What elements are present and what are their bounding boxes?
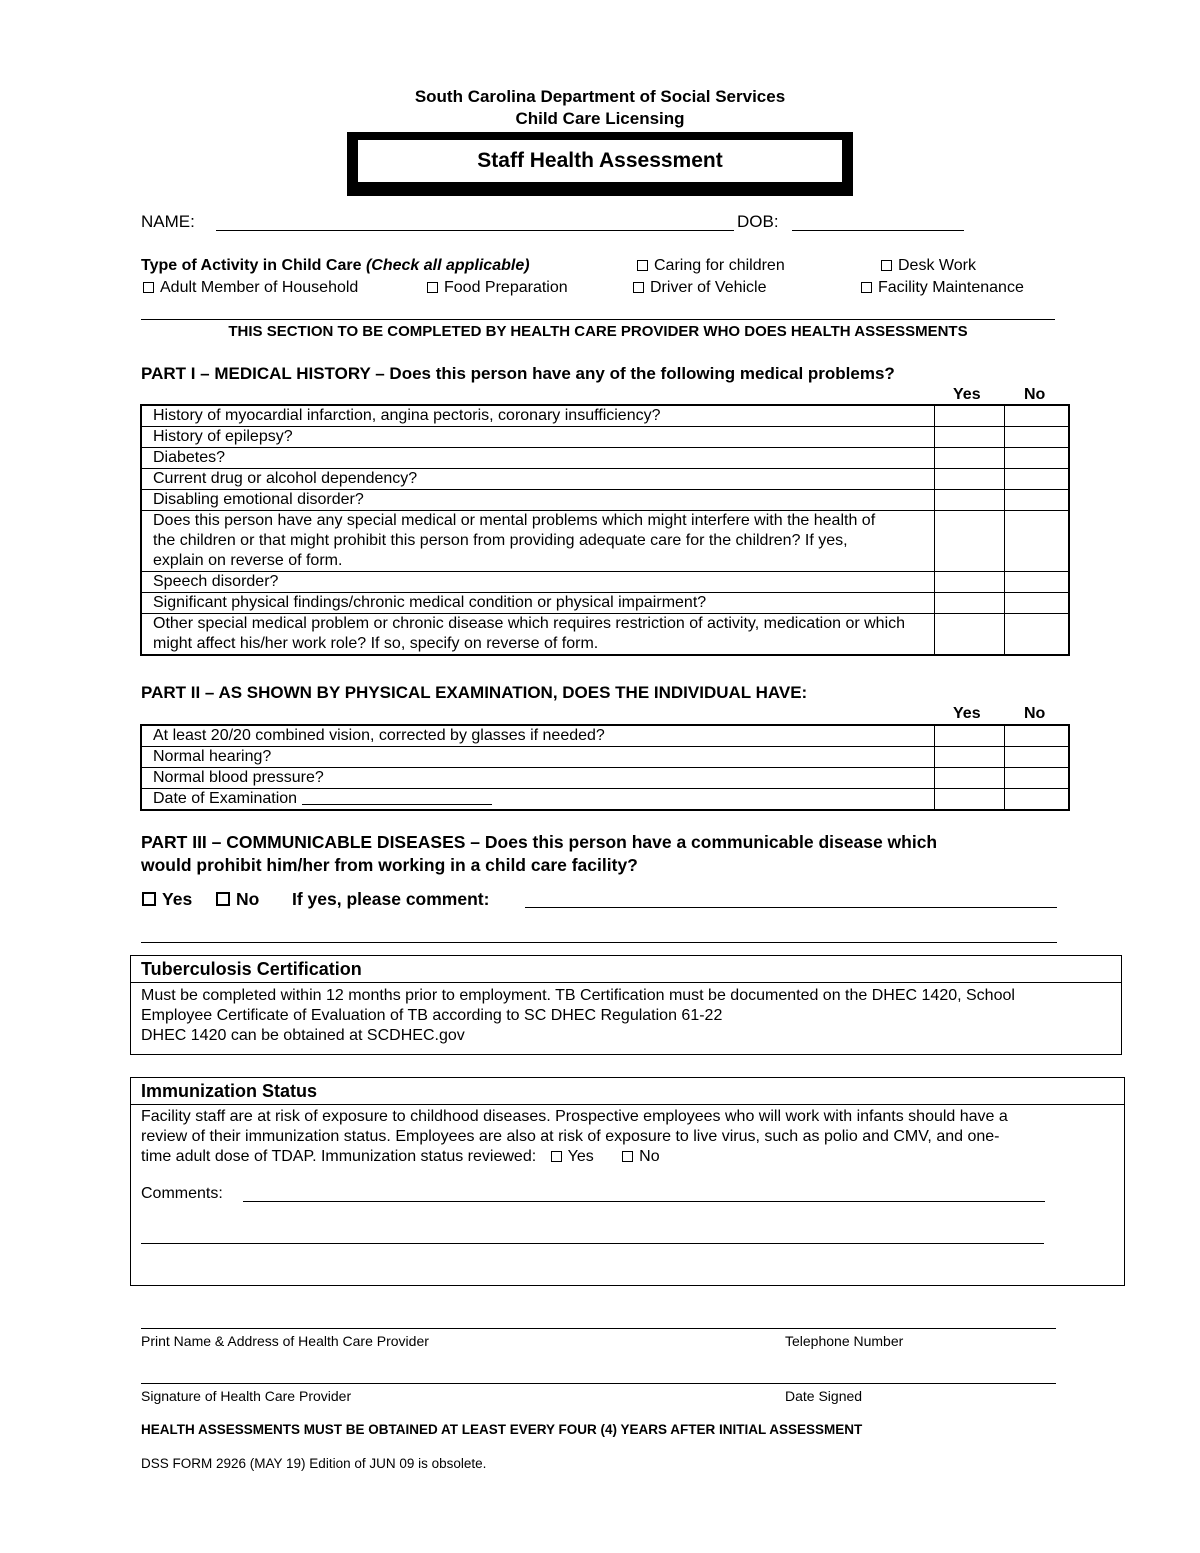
activity-label-text: Type of Activity in Child Care: [141, 257, 362, 274]
checkbox-icon[interactable]: [881, 260, 892, 271]
yes-cell[interactable]: [934, 405, 1004, 427]
option-food-prep[interactable]: [427, 279, 568, 297]
yes-cell[interactable]: [934, 572, 1004, 593]
yes-cell[interactable]: [934, 448, 1004, 469]
immunization-text-line1: Facility staff are at risk of exposure to childhood diseases. Prospective employees who will work with infants should have a: [141, 1108, 1008, 1125]
no-cell[interactable]: [1004, 789, 1069, 811]
yes-cell[interactable]: [934, 768, 1004, 789]
no-cell[interactable]: [1004, 593, 1069, 614]
exam-date-input[interactable]: [302, 789, 492, 805]
provider-name-label: Print Name & Address of Health Care Provider: [141, 1333, 429, 1349]
form-id: DSS FORM 2926 (MAY 19) Edition of JUN 09 is obsolete.: [141, 1456, 487, 1471]
part3-yes-option[interactable]: [142, 889, 192, 910]
yes-cell[interactable]: [934, 725, 1004, 747]
yes-cell[interactable]: [934, 789, 1004, 811]
agency-name: South Carolina Department of Social Services: [414, 87, 786, 106]
part2-table: [140, 724, 1070, 811]
immunization-reviewed-label: time adult dose of TDAP. Immunization status reviewed:: [141, 1148, 537, 1165]
part3-no-option[interactable]: [216, 889, 259, 910]
part2-no-header: No: [1024, 705, 1046, 722]
signature-label: Signature of Health Care Provider: [141, 1388, 352, 1404]
no-cell[interactable]: [1004, 490, 1069, 511]
table-row: [141, 725, 1069, 747]
table-row: [141, 427, 1069, 448]
tb-text-line3: DHEC 1420 can be obtained at SCDHEC.gov: [141, 1027, 465, 1044]
no-cell[interactable]: [1004, 614, 1069, 656]
table-row: [141, 768, 1069, 789]
no-cell[interactable]: [1004, 448, 1069, 469]
yes-cell[interactable]: [934, 511, 1004, 572]
yes-cell[interactable]: [934, 490, 1004, 511]
immunization-body: [131, 1105, 1124, 1167]
option-desk-work[interactable]: [881, 257, 976, 275]
part1-title: PART I – MEDICAL HISTORY – Does this person have any of the following medical problems?: [141, 364, 895, 383]
part3-title-line2: would prohibit him/her from working in a child care facility?: [141, 855, 638, 875]
no-cell[interactable]: [1004, 427, 1069, 448]
option-caring-label: Caring for children: [654, 257, 785, 274]
form-title: Staff Health Assessment: [477, 149, 723, 172]
immunization-text-line2: review of their immunization status. Employees are also at risk of exposure to live virus, such as polio and CMV, and one-: [141, 1128, 1000, 1145]
checkbox-icon[interactable]: [637, 260, 648, 271]
question-text: Does this person have any special medical or mental problems which might interfere with the health of the children or that might prohibit this person from providing adequate care for the children? If yes, explain on reverse of form.: [141, 511, 934, 572]
part3-comment-label: If yes, please comment:: [292, 889, 490, 909]
date-signed-label: Date Signed: [785, 1388, 863, 1404]
yes-cell[interactable]: [934, 614, 1004, 656]
part1-table: [140, 404, 1070, 656]
immunization-title: Immunization Status: [131, 1078, 1124, 1105]
question-text: Diabetes?: [141, 448, 934, 469]
division-name: Child Care Licensing: [515, 109, 685, 128]
question-text: Other special medical problem or chronic disease which requires restriction of activity, medication or which might affect his/her work role? If so, specify on reverse of form.: [141, 614, 934, 656]
part3-yes-label: Yes: [162, 889, 193, 909]
checkbox-icon[interactable]: [633, 282, 644, 293]
section-divider: [141, 319, 1055, 320]
immunization-yes-option[interactable]: [551, 1148, 594, 1165]
question-text: Normal hearing?: [141, 747, 934, 768]
title-inner: [358, 140, 842, 182]
option-driver-label: Driver of Vehicle: [650, 279, 767, 296]
activity-label: [141, 257, 530, 275]
checkbox-icon[interactable]: [622, 1151, 633, 1162]
option-maintenance-label: Facility Maintenance: [878, 279, 1024, 296]
option-food-prep-label: Food Preparation: [444, 279, 568, 296]
tb-text-line2: Employee Certificate of Evaluation of TB according to SC DHEC Regulation 61-22: [141, 1007, 723, 1024]
tb-body: [131, 983, 1121, 1046]
table-row: [141, 448, 1069, 469]
question-text: History of epilepsy?: [141, 427, 934, 448]
yes-cell[interactable]: [934, 747, 1004, 768]
part1-yes-header: Yes: [953, 386, 981, 403]
name-label: NAME:: [141, 212, 195, 231]
dob-input[interactable]: [792, 212, 964, 231]
part3-no-label: No: [236, 889, 260, 909]
option-household[interactable]: [143, 279, 358, 297]
option-driver[interactable]: [633, 279, 767, 297]
part3-comment-input-2[interactable]: [141, 928, 1057, 943]
table-row: [141, 405, 1069, 427]
no-cell[interactable]: [1004, 405, 1069, 427]
option-caring[interactable]: [637, 257, 785, 275]
signature-input[interactable]: [141, 1373, 1056, 1384]
part3-title-line1: PART III – COMMUNICABLE DISEASES – Does this person have a communicable disease which: [141, 832, 938, 852]
no-cell[interactable]: [1004, 725, 1069, 747]
question-text: History of myocardial infarction, angina pectoris, coronary insufficiency?: [141, 405, 934, 427]
title-frame: [347, 132, 853, 196]
no-cell[interactable]: [1004, 572, 1069, 593]
question-text: Significant physical findings/chronic medical condition or physical impairment?: [141, 593, 934, 614]
reassessment-notice: HEALTH ASSESSMENTS MUST BE OBTAINED AT LEAST EVERY FOUR (4) YEARS AFTER INITIAL ASSESSMENT: [141, 1422, 863, 1437]
part3-comment-input[interactable]: [525, 891, 1057, 908]
question-text: At least 20/20 combined vision, corrected by glasses if needed?: [141, 725, 934, 747]
table-row: [141, 511, 1069, 572]
activity-instruction: (Check all applicable): [365, 257, 530, 274]
checkbox-icon[interactable]: [143, 282, 154, 293]
question-text: Disabling emotional disorder?: [141, 490, 934, 511]
exam-date-label: Date of Examination: [153, 790, 298, 807]
comments-input-2[interactable]: [141, 1242, 1044, 1244]
tb-text-line1: Must be completed within 12 months prior to employment. TB Certification must be documented on the DHEC 1420, School: [141, 987, 1015, 1004]
yes-cell[interactable]: [934, 427, 1004, 448]
table-row: [141, 789, 1069, 811]
immunization-no-option[interactable]: [622, 1148, 659, 1165]
no-cell[interactable]: [1004, 469, 1069, 490]
table-row: [141, 614, 1069, 656]
question-text: Current drug or alcohol dependency?: [141, 469, 934, 490]
checkbox-icon[interactable]: [861, 282, 872, 293]
no-cell[interactable]: [1004, 768, 1069, 789]
option-desk-work-label: Desk Work: [898, 257, 976, 274]
table-row: [141, 469, 1069, 490]
immunization-panel: [130, 1077, 1125, 1286]
exam-date-cell: [141, 789, 934, 811]
checkbox-icon[interactable]: [551, 1151, 562, 1162]
immunization-text-line3: [141, 1147, 1114, 1167]
checkbox-icon[interactable]: [216, 892, 230, 906]
yes-cell[interactable]: [934, 469, 1004, 490]
part2-yes-header: Yes: [953, 705, 981, 722]
dob-label: DOB:: [737, 212, 779, 231]
phone-label: Telephone Number: [785, 1333, 904, 1349]
table-row: [141, 747, 1069, 768]
provider-name-input[interactable]: [141, 1318, 1056, 1329]
provider-notice: THIS SECTION TO BE COMPLETED BY HEALTH CARE PROVIDER WHO DOES HEALTH ASSESSMENTS: [228, 323, 968, 340]
immunization-yes-label: Yes: [567, 1148, 594, 1165]
table-row: [141, 490, 1069, 511]
option-household-label: Adult Member of Household: [160, 279, 359, 296]
checkbox-icon[interactable]: [142, 892, 156, 906]
tb-panel: [130, 955, 1122, 1055]
table-row: [141, 593, 1069, 614]
name-input[interactable]: [216, 212, 734, 231]
part1-no-header: No: [1024, 386, 1046, 403]
checkbox-icon[interactable]: [427, 282, 438, 293]
no-cell[interactable]: [1004, 747, 1069, 768]
part2-title: PART II – AS SHOWN BY PHYSICAL EXAMINATION, DOES THE INDIVIDUAL HAVE:: [141, 683, 808, 702]
table-row: [141, 572, 1069, 593]
immunization-no-label: No: [639, 1148, 660, 1165]
no-cell[interactable]: [1004, 511, 1069, 572]
yes-cell[interactable]: [934, 593, 1004, 614]
question-text: Speech disorder?: [141, 572, 934, 593]
comments-input[interactable]: [243, 1200, 1045, 1202]
tb-title: Tuberculosis Certification: [131, 956, 1121, 983]
option-maintenance[interactable]: [861, 279, 1024, 297]
comments-label: Comments:: [141, 1185, 223, 1202]
question-text: Normal blood pressure?: [141, 768, 934, 789]
